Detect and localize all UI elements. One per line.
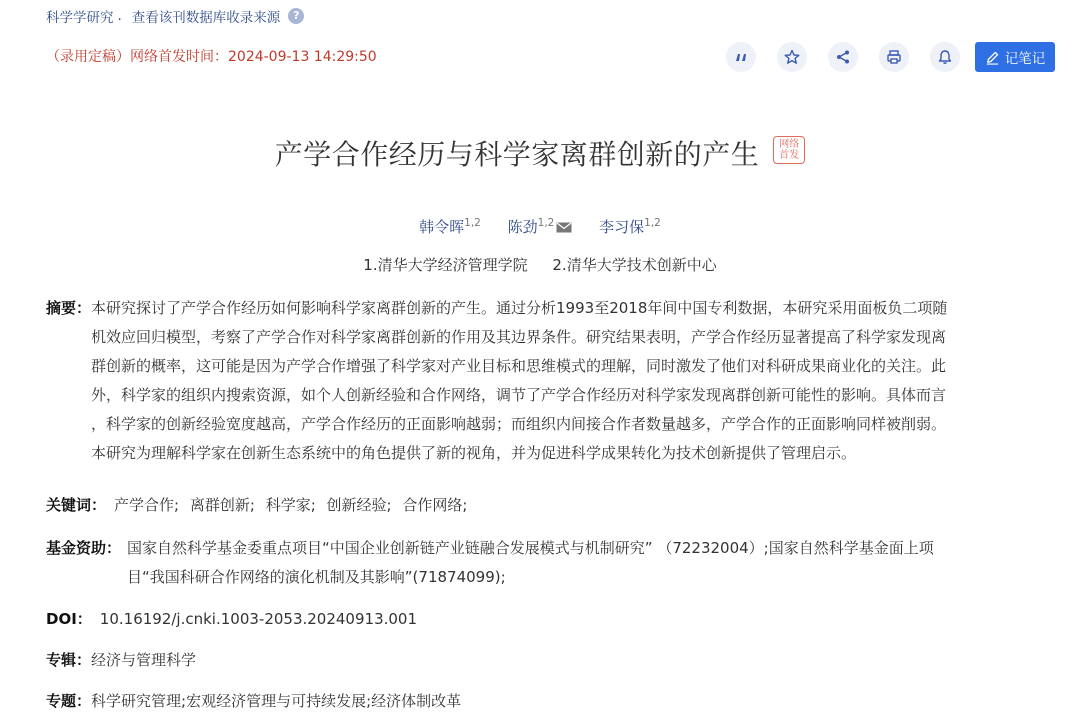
series-value: 经济与管理科学: [91, 651, 197, 669]
database-source-link[interactable]: 查看该刊数据库收录来源: [131, 10, 281, 26]
author-list: [0, 216, 1080, 237]
bell-icon: [937, 49, 953, 65]
abstract-row: [46, 294, 1062, 468]
fund-text[interactable]: 国家自然科学基金委重点项目“中国企业创新链产业链融合发展模式与机制研究” （72232004）;国家自然科学基金面上项 目“我国科研合作网络的演化机制及其影响”(71874099);: [127, 539, 934, 586]
abstract-text: 本研究探讨了产学合作经历如何影响科学家离群创新的产生。通过分析1993至2018年间中国专利数据，本研究采用面板负二项随 机效应回归模型，考察了产学合作对科学家离群创新的作用及其边界条件。研究结果表明，产学合作经历显著提高了科学家发现离 群创新的概率，这可能是因为产学合作增强了科学家对产业目标和思维模式的理解，同时激发了他们对科研成果商业化的关注。此 外，科学家的组织内搜索资源，如个人创新经验和合作网络，调节了产学合作经历对科学家发现离群创新可能性的影响。具体而言 ，科学家的创新经验宽度越高，产学合作经历的正面影响越弱；而组织内间接合作者数量越多，产学合作的正面影响同样被削弱。 本研究为理解科学家在创新生态系统中的角色提供了新的视角，并为促进科学成果转化为技术创新提供了管理启示。: [91, 299, 948, 462]
favorite-button[interactable]: [777, 42, 807, 72]
publish-time: （录用定稿）网络首发时间：2024-09-13 14:29:50: [46, 49, 377, 65]
series-label: 专辑：: [46, 651, 92, 669]
quote-button[interactable]: [726, 42, 756, 72]
topic-label: 专题：: [46, 692, 92, 710]
affiliation-link[interactable]: 2.清华大学技术创新中心: [552, 256, 717, 274]
share-icon: [835, 49, 851, 65]
fund-label: 基金资助：: [46, 539, 122, 557]
author-link[interactable]: 陈劲$^{1,2}$: [508, 218, 573, 236]
doi-value[interactable]: 10.16192/j.cnki.1003-2053.20240913.001: [99, 610, 418, 628]
keywords-row: [46, 491, 1062, 520]
quote-icon: [733, 49, 749, 65]
topic-value: 科学研究管理;宏观经济管理与可持续发展;经济体制改革: [91, 692, 462, 710]
fund-row: [46, 534, 1062, 592]
keywords-list: [106, 491, 473, 520]
doi-label: DOI：: [46, 610, 92, 628]
print-icon: [886, 49, 902, 65]
mail-icon[interactable]: [556, 222, 572, 233]
subscribe-button[interactable]: [930, 42, 960, 72]
star-icon: [784, 49, 800, 65]
title-area: [0, 133, 1080, 173]
keyword-link[interactable]: 产学合作;: [114, 496, 180, 514]
source-line: [46, 6, 304, 26]
keyword-link[interactable]: 科学家;: [265, 496, 316, 514]
journal-link[interactable]: 科学学研究: [46, 10, 114, 26]
affiliation-link[interactable]: 1.清华大学经济管理学院: [363, 256, 528, 274]
print-button[interactable]: [879, 42, 909, 72]
keyword-link[interactable]: 创新经验;: [326, 496, 392, 514]
author-link[interactable]: 李习保$^{1,2}$: [599, 217, 661, 236]
author-link[interactable]: 韩令晖$^{1,2}$: [419, 217, 481, 236]
topic-row: [46, 687, 1062, 716]
take-notes-label: 记笔记: [1004, 51, 1046, 67]
doi-row: [46, 605, 1062, 634]
toolbar: [726, 42, 1055, 72]
online-first-badge: 网络首发: [773, 136, 805, 164]
source-separator: .: [117, 8, 122, 24]
share-button[interactable]: [828, 42, 858, 72]
affiliations: [0, 254, 1080, 275]
keyword-link[interactable]: 离群创新;: [189, 496, 255, 514]
pencil-icon: [985, 50, 1000, 65]
article-title: 产学合作经历与科学家离群创新的产生: [274, 138, 760, 171]
help-icon[interactable]: ?: [288, 8, 304, 24]
abstract-label: 摘要：: [46, 299, 92, 317]
take-notes-button[interactable]: [975, 42, 1055, 72]
series-row: [46, 646, 1062, 675]
keyword-link[interactable]: 合作网络;: [402, 496, 468, 514]
keywords-label: 关键词：: [46, 496, 107, 514]
